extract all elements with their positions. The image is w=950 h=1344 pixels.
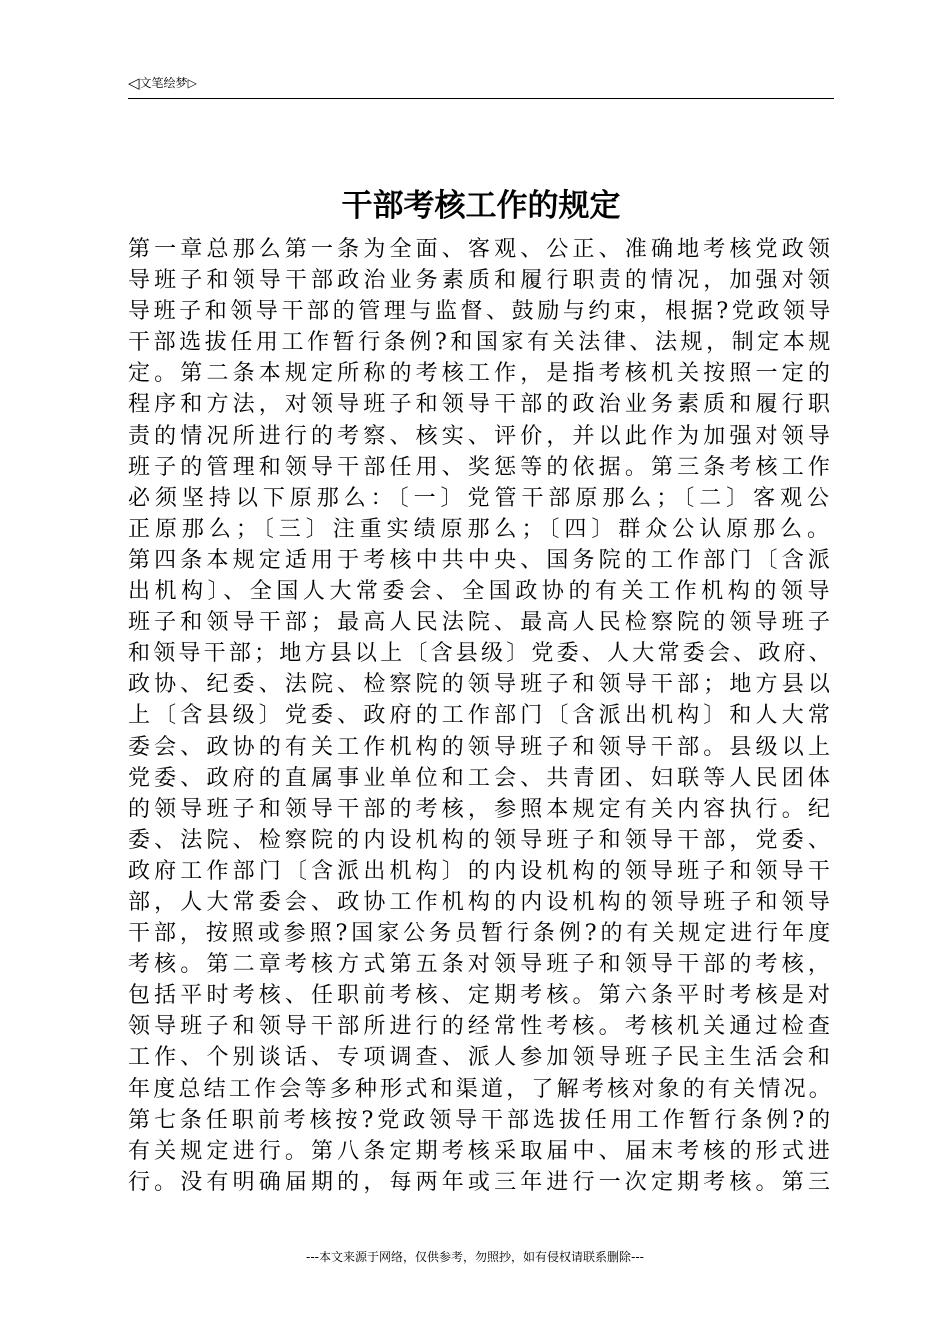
body-text-line: 第七条任职前考核按?党政领导干部选拔任用工作暂行条例?的	[128, 1107, 834, 1133]
body-text-line: 有关规定进行。第八条定期考核采取届中、届末考核的形式进	[128, 1138, 834, 1164]
body-text-line: 和领导干部；地方县以上〔含县级〕党委、人大常委会、政府、	[128, 641, 834, 667]
body-text-line: 干部，按照或参照?国家公务员暂行条例?的有关规定进行年度	[128, 921, 834, 947]
body-text-line: 年度总结工作会等多种形式和渠道，了解考核对象的有关情况。	[128, 1076, 834, 1102]
body-text-line: 必须坚持以下原那么：〔一〕党管干部原那么；〔二〕客观公	[128, 485, 834, 511]
left-triangle-icon: ◁	[128, 74, 140, 92]
body-text-line: 委会、政协的有关工作机构的领导班子和领导干部。县级以上	[128, 734, 834, 760]
body-text-line: 第四条本规定适用于考核中共中央、国务院的工作部门〔含派	[128, 547, 834, 573]
body-text-line: 政协、纪委、法院、检察院的领导班子和领导干部；地方县以	[128, 672, 834, 698]
body-text-line: 考核。第二章考核方式第五条对领导班子和领导干部的考核，	[128, 952, 834, 978]
body-text-line: 政府工作部门〔含派出机构〕的内设机构的领导班子和领导干	[128, 858, 834, 884]
body-text-line: 责的情况所进行的考察、核实、评价，并以此作为加强对领导	[128, 423, 834, 449]
body-text-line: 正原那么；〔三〕注重实绩原那么；〔四〕群众公认原那么。	[128, 516, 834, 542]
page-header	[128, 74, 834, 99]
page-footer-disclaimer: ---本文来源于网络，仅供参考，勿照抄，如有侵权请联系删除---	[306, 1250, 644, 1264]
body-text-line: 干部选拔任用工作暂行条例?和国家有关法律、法规，制定本规	[128, 330, 834, 356]
body-text-line: 工作、个别谈话、专项调查、派人参加领导班子民主生活会和	[128, 1045, 834, 1071]
body-text-line: 第一章总那么第一条为全面、客观、公正、准确地考核党政领	[128, 237, 834, 262]
body-text-line: 导班子和领导干部政治业务素质和履行职责的情况，加强对领	[128, 268, 834, 294]
document-title: 干部考核工作的规定	[341, 188, 621, 224]
body-text-line: 定。第二条本规定所称的考核工作，是指考核机关按照一定的	[128, 361, 834, 387]
body-text-line: 班子的管理和领导干部任用、奖惩等的依据。第三条考核工作	[128, 454, 834, 480]
body-text-line: 领导班子和领导干部所进行的经常性考核。考核机关通过检查	[128, 1014, 834, 1040]
body-text-line: 包括平时考核、任职前考核、定期考核。第六条平时考核是对	[128, 983, 834, 1009]
body-text-line: 上〔含县级〕党委、政府的工作部门〔含派出机构〕和人大常	[128, 703, 834, 729]
body-text-line: 的领导班子和领导干部的考核，参照本规定有关内容执行。纪	[128, 796, 834, 822]
body-text-line: 班子和领导干部；最高人民法院、最高人民检察院的领导班子	[128, 610, 834, 636]
document-body	[128, 234, 834, 1198]
body-text-line: 行。没有明确届期的，每两年或三年进行一次定期考核。第三	[128, 1169, 834, 1195]
body-text-line: 委、法院、检察院的内设机构的领导班子和领导干部，党委、	[128, 827, 834, 853]
right-triangle-icon: ▷	[187, 76, 197, 90]
body-text-line: 部，人大常委会、政协工作机构的内设机构的领导班子和领导	[128, 889, 834, 915]
header-label: 文笔绘梦	[139, 76, 188, 90]
body-text-line: 出机构〕、全国人大常委会、全国政协的有关工作机构的领导	[128, 579, 834, 605]
body-text-line: 导班子和领导干部的管理与监督、鼓励与约束，根据?党政领导	[128, 299, 834, 325]
body-text-line: 程序和方法，对领导班子和领导干部的政治业务素质和履行职	[128, 392, 834, 418]
body-text-line: 党委、政府的直属事业单位和工会、共青团、妇联等人民团体	[128, 765, 834, 791]
